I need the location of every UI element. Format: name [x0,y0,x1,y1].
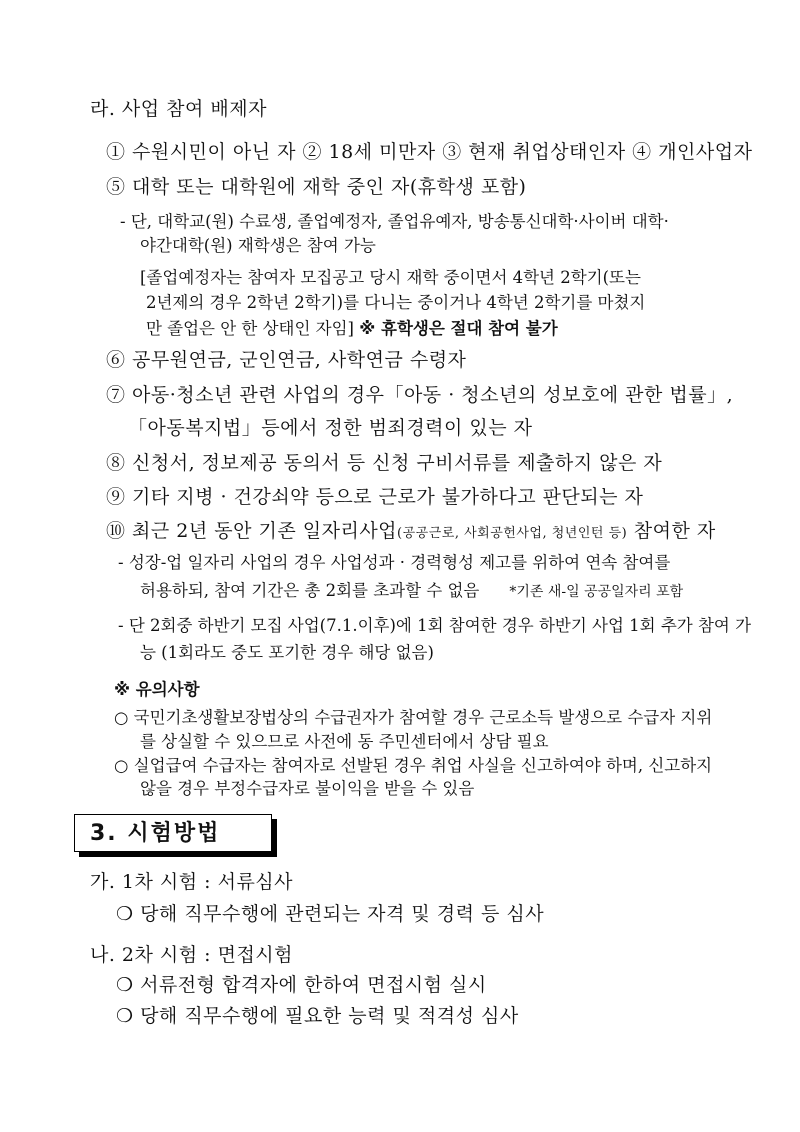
list-item [146,315,558,339]
list-item: 2년제의 경우 2학년 2학기)를 다니는 중이거나 4학년 2학기를 마쳤지 [146,293,646,312]
list-item-text: 허용하되, 참여 기간은 총 2회를 초과할 수 없음 [140,581,480,600]
exam-stage-item: ❍ 서류전형 합격자에 한하여 면접시험 실시 [116,974,487,996]
list-item: [졸업예정자는 참여자 모집공고 당시 재학 중이면서 4학년 2학기(또는 [140,268,641,287]
list-item [106,516,716,543]
list-item: ⑨ 기타 지병 · 건강쇠약 등으로 근로가 불가하다고 판단되는 자 [106,486,644,508]
exam-stage-heading: 나. 2차 시험 : 면접시험 [90,944,294,966]
list-item: - 성장-업 일자리 사업의 경우 사업성과 · 경력형성 제고를 위하여 연속 참여를 [118,553,671,572]
exam-stage-heading: 가. 1차 시험 : 서류심사 [90,871,294,893]
note-item: 않을 경우 부정수급자로 불이익을 받을 수 있음 [140,779,475,798]
list-item-text: ⑩ 최근 2년 동안 기존 일자리사업 [106,520,398,542]
list-item: ⑥ 공무원연금, 군인연금, 사학연금 수령자 [106,349,467,371]
notes-title: ※ 유의사항 [114,680,200,699]
note-item: ○ 국민기초생활보장법상의 수급권자가 참여할 경우 근로소득 발생으로 수급자 지위 [114,708,713,727]
note-item: 를 상실할 수 있으므로 사전에 동 주민센터에서 상담 필요 [140,732,549,751]
note-item: ○ 실업급여 수급자는 참여자로 선발된 경우 취업 사실을 신고하여야 하며, 신고하지 [114,756,713,775]
list-item [140,577,683,601]
list-item-footnote: *기존 새-일 공공일자리 포함 [509,584,684,600]
exam-stage-item: ❍ 당해 직무수행에 필요한 능력 및 적격성 심사 [116,1005,519,1027]
warning-note: ※ 휴학생은 절대 참여 불가 [359,319,558,338]
list-item: ⑤ 대학 또는 대학원에 재학 중인 자(휴학생 포함) [106,176,527,198]
list-item: ⑧ 신청서, 정보제공 동의서 등 신청 구비서류를 제출하지 않은 자 [106,452,663,474]
list-item: - 단, 대학교(원) 수료생, 졸업예정자, 졸업유예자, 방송통신대학·사이버 대학· [120,212,669,231]
list-item: ⑦ 아동·청소년 관련 사업의 경우「아동 · 청소년의 성보호에 관한 법률」, [106,384,734,406]
heading-exclusions: 라. 사업 참여 배제자 [90,98,267,120]
list-item: ① 수원시민이 아닌 자 ② 18세 미만자 ③ 현재 취업상태인자 ④ 개인사업자 [106,141,753,163]
list-item-examples: (공공근로, 사회공헌사업, 청년인턴 등) [397,526,628,541]
section-title: 3. 시험방법 [90,821,221,846]
list-item-text: 만 졸업은 안 한 상태인 자임] [146,319,360,338]
exam-stage-item: ❍ 당해 직무수행에 관련되는 자격 및 경력 등 심사 [116,903,545,925]
list-item: 야간대학(원) 재학생은 참여 가능 [140,236,376,255]
list-item: 「아동복지법」등에서 정한 범죄경력이 있는 자 [128,417,533,439]
list-item: - 단 2회중 하반기 모집 사업(7.1.이후)에 1회 참여한 경우 하반기 사업 1회 추가 참여 가 [118,616,752,635]
list-item: 능 (1회라도 중도 포기한 경우 해당 없음) [140,643,434,662]
list-item-text: 참여한 자 [627,520,716,542]
